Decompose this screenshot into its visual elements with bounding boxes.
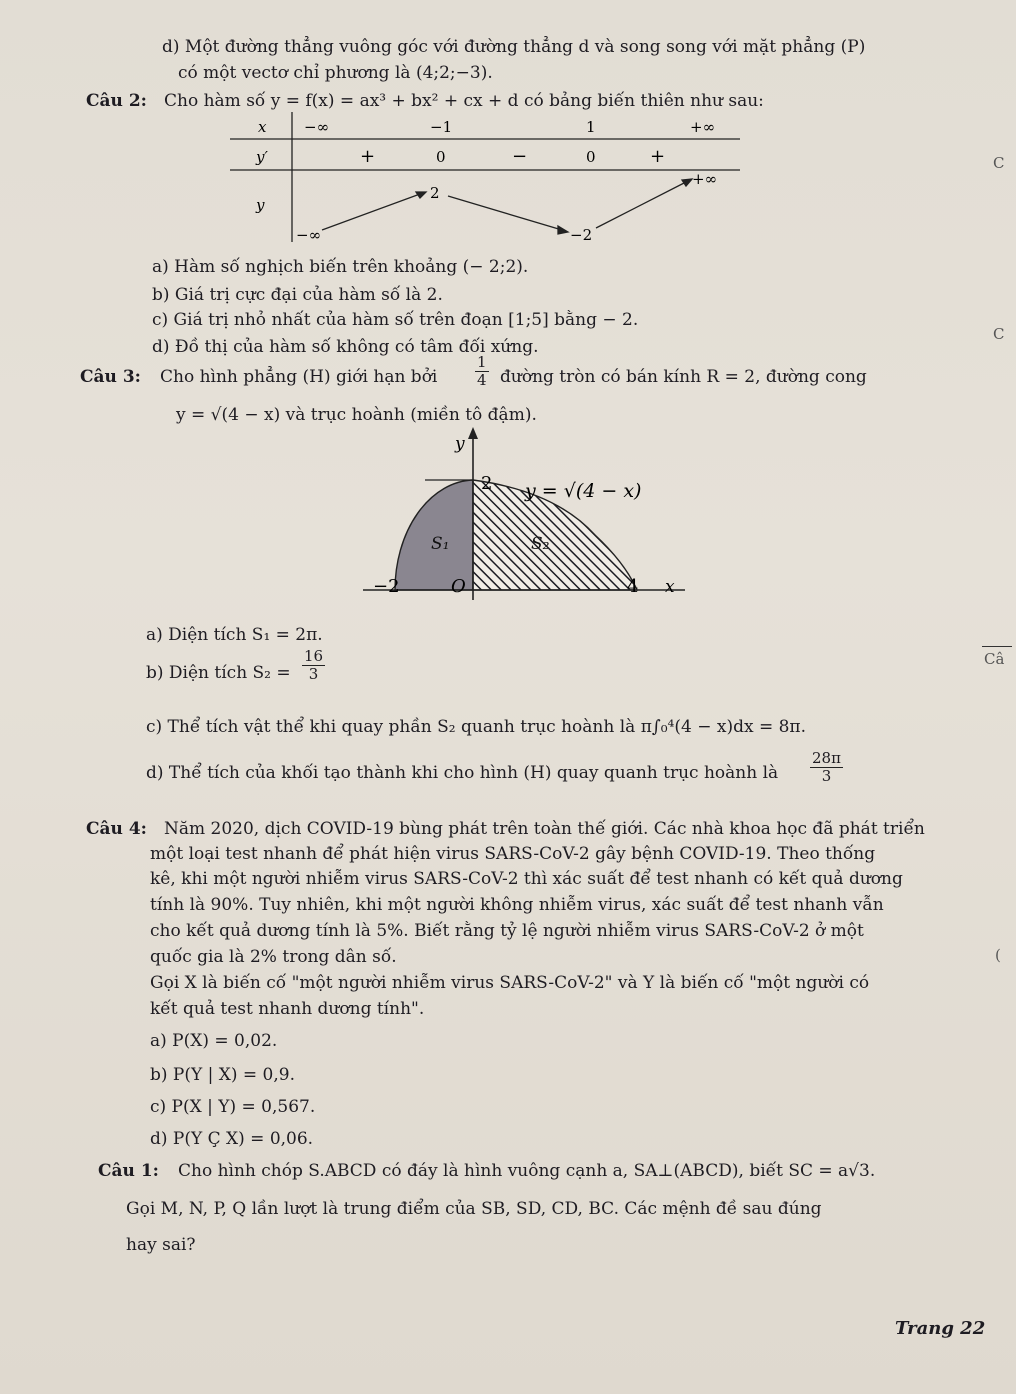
tbl-x-1: −1 <box>430 118 453 136</box>
tbl-yp-1: 0 <box>436 148 446 166</box>
page-number: Trang 22 <box>895 1318 986 1339</box>
tbl-y-2: −2 <box>570 226 593 244</box>
tbl-x-3: +∞ <box>690 118 716 136</box>
graph-y-label: y <box>455 434 465 454</box>
q4-a: a) P(X) = 0,02. <box>150 1031 278 1051</box>
tbl-yp-0: + <box>360 146 376 167</box>
tbl-arrows <box>322 179 692 234</box>
q5-label: Câu 1: <box>98 1161 159 1181</box>
q3-d-num: 28π <box>812 749 841 767</box>
graph-tick-4: 4 <box>627 576 639 597</box>
margin-char-3: Câ <box>984 650 1005 668</box>
tbl-row-x: x <box>258 118 267 136</box>
graph-tick-neg2: −2 <box>373 576 400 597</box>
q3-stem-post: đường tròn có bán kính R = 2, đường cong <box>500 367 867 387</box>
q4-line-7: kết quả test nhanh dương tính". <box>150 999 425 1019</box>
tbl-yp-2: − <box>512 146 528 167</box>
q2-stem: Cho hàm số y = f(x) = ax³ + bx² + cx + d có bảng biến thiên như sau: <box>164 91 764 111</box>
q4-line-4: cho kết quả dương tính là 5%. Biết rằng tỷ lệ người nhiễm virus SARS-CoV-2 ở một <box>150 921 864 941</box>
tbl-row-y: y <box>256 196 265 214</box>
graph-s2: S₂ <box>531 534 550 554</box>
tbl-y-0: −∞ <box>296 226 322 244</box>
q4-b: b) P(Y | X) = 0,9. <box>150 1065 295 1085</box>
q2-a: a) Hàm số nghịch biến trên khoảng (− 2;2). <box>152 257 529 277</box>
q4-line-6: Gọi X là biến cố "một người nhiễm virus SARS-CoV-2" và Y là biến cố "một người có <box>150 973 870 993</box>
margin-char-1: C <box>993 154 1005 172</box>
tbl-y-1: 2 <box>430 184 440 202</box>
tbl-x-2: 1 <box>586 118 596 136</box>
tbl-yp-3: 0 <box>586 148 596 166</box>
q1-d-line1: d) Một đường thẳng vuông góc với đường thẳng d và song song với mặt phẳng (P) <box>162 37 866 57</box>
graph-s1: S₁ <box>431 534 450 554</box>
q5-line2: Gọi M, N, P, Q lần lượt là trung điểm của SB, SD, CD, BC. Các mệnh đề sau đúng <box>126 1199 822 1219</box>
variation-table <box>230 112 750 262</box>
q4-c: c) P(X | Y) = 0,567. <box>150 1097 316 1117</box>
q3-d-fraction <box>810 750 843 785</box>
q3-b-pre: b) Diện tích S₂ = <box>146 663 291 683</box>
q3-stem-pre: Cho hình phẳng (H) giới hạn bởi <box>160 367 438 387</box>
tbl-x-0: −∞ <box>304 118 330 136</box>
tbl-row-yp: y′ <box>256 148 268 166</box>
q4-d: d) P(Y Ç X) = 0,06. <box>150 1129 314 1149</box>
q3-frac-num: 1 <box>477 353 487 371</box>
q3-b-fraction <box>302 648 325 683</box>
margin-char-4: ( <box>995 946 1001 964</box>
q3-fraction <box>475 354 489 389</box>
q4-line-0: Năm 2020, dịch COVID-19 bùng phát trên toàn thế giới. Các nhà khoa học đã phát triển <box>164 819 925 839</box>
margin-rule <box>982 646 1012 647</box>
q5-line3: hay sai? <box>126 1235 196 1255</box>
area-graph <box>355 425 700 605</box>
graph-origin: O <box>451 576 466 597</box>
graph-curve-label: y = √(4 − x) <box>525 480 642 502</box>
q3-b-den: 3 <box>308 665 319 683</box>
graph-tick-2: 2 <box>481 473 493 494</box>
q3-d-den: 3 <box>821 767 832 785</box>
q4-line-5: quốc gia là 2% trong dân số. <box>150 947 397 967</box>
q2-c: c) Giá trị nhỏ nhất của hàm số trên đoạn [1;5] bằng − 2. <box>152 310 639 330</box>
tbl-yp-4: + <box>650 146 666 167</box>
q3-d-pre: d) Thể tích của khối tạo thành khi cho hình (H) quay quanh trục hoành là <box>146 763 779 783</box>
q1-d-line2: có một vectơ chỉ phương là (4;2;−3). <box>178 63 493 83</box>
q3-b-num: 16 <box>304 647 324 665</box>
margin-char-2: C <box>993 325 1005 343</box>
q3-c: c) Thể tích vật thể khi quay phần S₂ quanh trục hoành là π∫₀⁴(4 − x)dx = 8π. <box>146 717 806 737</box>
q5-line1: Cho hình chóp S.ABCD có đáy là hình vuông cạnh a, SA⊥(ABCD), biết SC = a√3. <box>178 1161 876 1181</box>
q2-b: b) Giá trị cực đại của hàm số là 2. <box>152 285 443 305</box>
graph-x-label: x <box>665 577 675 597</box>
q4-line-2: kê, khi một người nhiễm virus SARS-CoV-2 thì xác suất để test nhanh có kết quả dương <box>150 869 903 889</box>
q3-label: Câu 3: <box>80 367 141 387</box>
q3-frac-den: 4 <box>477 371 487 389</box>
q3-stem-line2: y = √(4 − x) và trục hoành (miền tô đậm). <box>176 405 537 425</box>
q3-a: a) Diện tích S₁ = 2π. <box>146 625 323 645</box>
q4-line-3: tính là 90%. Tuy nhiên, khi một người không nhiễm virus, xác suất để test nhanh vẫn <box>150 895 884 915</box>
q2-d: d) Đồ thị của hàm số không có tâm đối xứng. <box>152 337 539 357</box>
q4-line-1: một loại test nhanh để phát hiện virus SARS-CoV-2 gây bệnh COVID-19. Theo thống <box>150 844 876 864</box>
tbl-y-3: +∞ <box>692 170 718 188</box>
q2-label: Câu 2: <box>86 91 147 111</box>
y-arrow-icon <box>468 427 478 439</box>
q4-label: Câu 4: <box>86 819 147 839</box>
